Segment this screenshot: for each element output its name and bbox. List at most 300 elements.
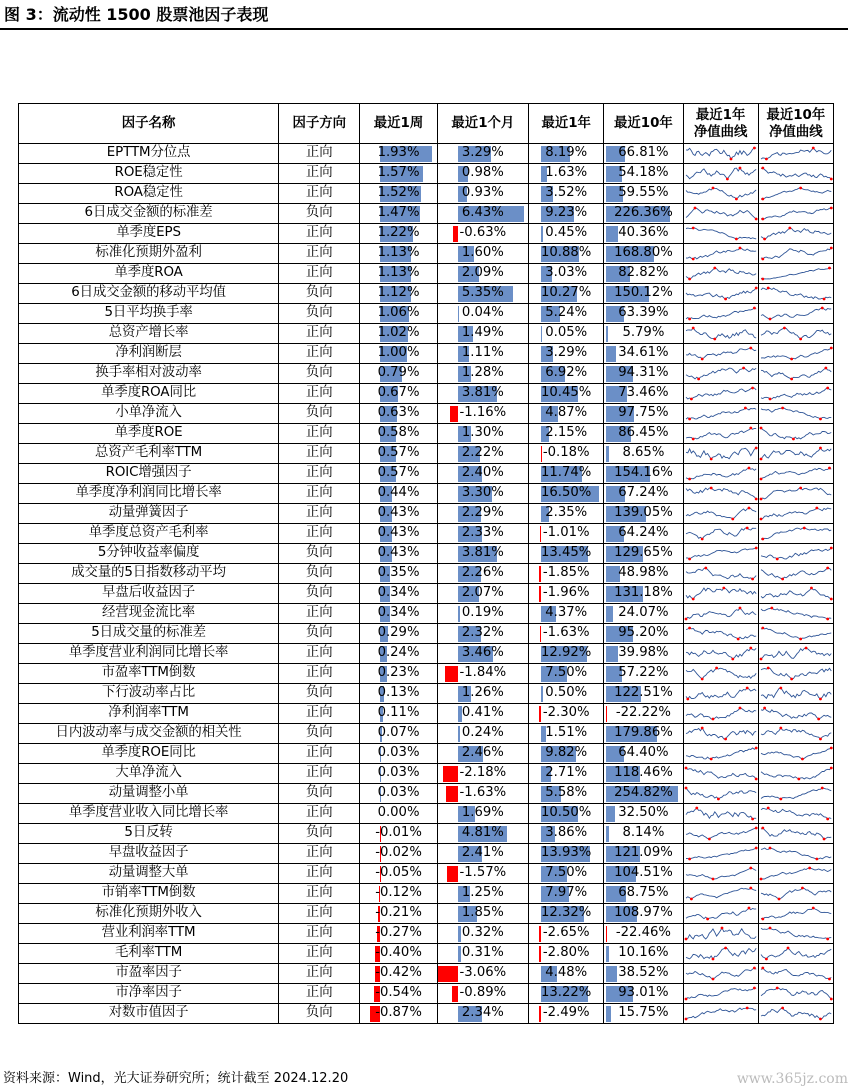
return-1m-cell <box>437 984 528 1004</box>
return-10y-value: 118.46% <box>614 765 673 781</box>
return-1w-cell <box>360 904 437 924</box>
return-1y-cell <box>529 844 604 864</box>
table-row <box>19 424 834 444</box>
return-1m-cell <box>437 544 528 564</box>
table-row <box>19 1004 834 1024</box>
return-10y-value: 15.75% <box>618 1005 669 1021</box>
nav-min-marker <box>736 638 739 641</box>
return-10y-value: 59.55% <box>618 185 669 201</box>
return-1y-value: 6.92% <box>545 365 588 381</box>
factor-name: 单季度总资产毛利率 <box>19 524 279 544</box>
nav-max-marker <box>761 167 764 170</box>
return-1m-value: 1.25% <box>461 885 504 901</box>
return-1y-value: 7.50% <box>545 665 588 681</box>
nav-curve-1y <box>683 244 758 264</box>
nav-line <box>761 408 831 419</box>
return-1m-value: 3.29% <box>461 145 504 161</box>
nav-curve-10y <box>758 204 833 224</box>
return-1y-value: 7.50% <box>545 865 588 881</box>
nav-curve-1y <box>683 744 758 764</box>
nav-max-marker <box>738 707 741 710</box>
return-1m-cell <box>437 804 528 824</box>
return-1y-cell <box>529 144 604 164</box>
nav-curve-1y <box>683 864 758 884</box>
nav-curve-10y <box>758 324 833 344</box>
factor-name: 早盘后收益因子 <box>19 584 279 604</box>
return-1m-value: 1.26% <box>461 685 504 701</box>
return-1w-value: 1.22% <box>377 225 420 241</box>
return-1y-value: 4.48% <box>545 965 588 981</box>
nav-curve-1y <box>683 824 758 844</box>
return-1y-cell <box>529 624 604 644</box>
nav-line <box>686 928 756 939</box>
return-1m-cell <box>437 164 528 184</box>
factor-direction: 负向 <box>279 284 360 304</box>
return-1w-cell <box>360 304 437 324</box>
nav-curve-1y <box>683 504 758 524</box>
return-1y-cell <box>529 824 604 844</box>
return-1w-cell <box>360 564 437 584</box>
return-1y-cell <box>529 384 604 404</box>
nav-min-marker <box>735 238 738 241</box>
nav-max-marker <box>754 827 757 830</box>
return-1w-cell <box>360 944 437 964</box>
table-row <box>19 864 834 884</box>
nav-min-marker <box>697 378 700 381</box>
return-1m-cell <box>437 964 528 984</box>
return-1m-value: 2.40% <box>461 465 504 481</box>
nav-max-marker <box>803 527 806 530</box>
table-row <box>19 904 834 924</box>
nav-max-marker <box>738 167 741 170</box>
nav-max-marker <box>828 267 831 270</box>
nav-curve-1y <box>683 784 758 804</box>
nav-min-marker <box>684 938 687 941</box>
return-1w-cell <box>360 624 437 644</box>
nav-curve-1y <box>683 1004 758 1024</box>
return-1m-value: 2.22% <box>461 445 504 461</box>
return-1y-cell <box>529 484 604 504</box>
factor-name: 成交量的5日指数移动平均 <box>19 564 279 584</box>
nav-curve-1y <box>683 344 758 364</box>
nav-line <box>686 368 756 379</box>
nav-min-marker <box>688 318 691 321</box>
nav-line <box>686 428 756 439</box>
factor-direction: 正向 <box>279 944 360 964</box>
nav-max-marker <box>830 247 833 250</box>
figure-title: 图 3：流动性 1500 股票池因子表现 <box>4 5 269 24</box>
header-1y: 最近1年 <box>529 104 604 144</box>
return-10y-cell <box>604 724 683 744</box>
nav-curve-10y <box>758 224 833 244</box>
nav-curve-1y <box>683 264 758 284</box>
header-10y: 最近10年 <box>604 104 683 144</box>
return-1y-value: -0.18% <box>542 445 590 461</box>
return-1w-cell <box>360 504 437 524</box>
nav-min-marker <box>761 258 764 261</box>
nav-curve-1y <box>683 624 758 644</box>
return-1y-value: -1.85% <box>542 565 590 581</box>
nav-max-marker <box>815 507 818 510</box>
return-1m-cell <box>437 704 528 724</box>
nav-curve-10y <box>758 544 833 564</box>
return-10y-value: 68.75% <box>618 885 669 901</box>
nav-max-marker <box>691 327 694 330</box>
return-10y-cell <box>604 544 683 564</box>
nav-curve-10y <box>758 764 833 784</box>
table-row <box>19 564 834 584</box>
return-10y-value: 34.61% <box>618 345 669 361</box>
return-1y-cell <box>529 304 604 324</box>
nav-min-marker <box>761 538 764 541</box>
factor-direction: 正向 <box>279 964 360 984</box>
factor-name: 单季度净利润同比增长率 <box>19 484 279 504</box>
return-1y-value: -2.65% <box>542 925 590 941</box>
nav-min-marker <box>790 378 793 381</box>
nav-curve-1y <box>683 524 758 544</box>
nav-min-marker <box>711 878 714 881</box>
table-row <box>19 704 834 724</box>
nav-curve-10y <box>758 904 833 924</box>
return-1y-value: 3.52% <box>545 185 588 201</box>
nav-min-marker <box>779 798 782 801</box>
nav-max-marker <box>738 247 741 250</box>
nav-max-marker <box>761 967 764 970</box>
return-1y-cell <box>529 764 604 784</box>
nav-line <box>686 628 756 639</box>
factor-direction: 负向 <box>279 304 360 324</box>
return-1m-value: 3.46% <box>461 645 504 661</box>
return-1w-value: 1.00% <box>377 345 420 361</box>
return-1w-cell <box>360 524 437 544</box>
nav-max-marker <box>812 147 815 150</box>
return-1m-cell <box>437 724 528 744</box>
return-1w-cell <box>360 644 437 664</box>
nav-curve-1y <box>683 664 758 684</box>
nav-min-marker <box>761 218 764 221</box>
factor-name: 总资产增长率 <box>19 324 279 344</box>
nav-curve-1y <box>683 704 758 724</box>
return-1w-cell <box>360 484 437 504</box>
table-row <box>19 384 834 404</box>
return-1m-cell <box>437 664 528 684</box>
return-1m-cell <box>437 604 528 624</box>
nav-line <box>686 548 756 559</box>
return-1m-cell <box>437 944 528 964</box>
nav-min-marker <box>765 958 768 961</box>
return-10y-cell <box>604 884 683 904</box>
nav-curve-1y <box>683 584 758 604</box>
return-10y-value: 122.51% <box>614 685 673 701</box>
nav-line <box>761 648 831 659</box>
nav-min-marker <box>777 898 780 901</box>
nav-max-marker <box>738 607 741 610</box>
return-1m-cell <box>437 324 528 344</box>
source-footer: 资料来源：Wind，光大证券研究所；统计截至 2024.12.20 <box>3 1071 349 1086</box>
table-row <box>19 264 834 284</box>
return-10y-cell <box>604 784 683 804</box>
nav-max-marker <box>770 607 773 610</box>
table-row <box>19 304 834 324</box>
nav-curve-1y <box>683 804 758 824</box>
return-1w-cell <box>360 264 437 284</box>
nav-min-marker <box>819 738 822 741</box>
nav-curve-1y <box>683 184 758 204</box>
nav-curve-10y <box>758 164 833 184</box>
nav-curve-10y <box>758 444 833 464</box>
nav-line <box>761 268 831 279</box>
nav-curve-10y <box>758 684 833 704</box>
nav-curve-1y <box>683 304 758 324</box>
return-1m-value: -0.89% <box>459 985 507 1001</box>
return-1m-value: 4.81% <box>461 825 504 841</box>
return-1w-value: 1.52% <box>377 185 420 201</box>
return-1w-cell <box>360 164 437 184</box>
return-10y-cell <box>604 144 683 164</box>
return-1y-value: 10.88% <box>541 245 592 261</box>
nav-min-marker <box>790 358 793 361</box>
nav-max-marker <box>749 887 752 890</box>
nav-line <box>686 408 756 419</box>
factor-name: 早盘收益因子 <box>19 844 279 864</box>
factor-direction: 正向 <box>279 524 360 544</box>
return-1m-value: 3.81% <box>461 545 504 561</box>
return-1m-value: 2.32% <box>461 625 504 641</box>
return-10y-cell <box>604 304 683 324</box>
factor-name: 市净率因子 <box>19 984 279 1004</box>
nav-min-marker <box>754 778 757 781</box>
nav-curve-10y <box>758 824 833 844</box>
return-10y-value: 40.36% <box>618 225 669 241</box>
nav-min-marker <box>731 518 734 521</box>
return-1y-cell <box>529 804 604 824</box>
return-1y-cell <box>529 964 604 984</box>
nav-curve-10y <box>758 804 833 824</box>
return-10y-cell <box>604 664 683 684</box>
factor-name: 单季度ROA <box>19 264 279 284</box>
return-1m-value: 0.31% <box>461 945 504 961</box>
factor-direction: 负向 <box>279 584 360 604</box>
nav-line <box>686 668 756 679</box>
nav-curve-1y <box>683 944 758 964</box>
return-1y-cell <box>529 524 604 544</box>
nav-max-marker <box>779 687 782 690</box>
return-1w-value: 0.34% <box>377 605 420 621</box>
return-10y-value: 129.65% <box>614 545 673 561</box>
nav-line <box>686 488 756 499</box>
return-10y-value: 39.98% <box>618 645 669 661</box>
return-10y-cell <box>604 864 683 884</box>
nav-min-marker <box>830 598 833 601</box>
return-1w-cell <box>360 464 437 484</box>
nav-max-marker <box>744 407 747 410</box>
return-1y-value: 4.37% <box>545 605 588 621</box>
return-1m-cell <box>437 844 528 864</box>
nav-max-marker <box>711 187 714 190</box>
nav-curve-10y <box>758 744 833 764</box>
nav-curve-1y <box>683 324 758 344</box>
return-1m-value: -2.18% <box>459 765 507 781</box>
return-1y-value: 2.15% <box>545 425 588 441</box>
table-row <box>19 984 834 1004</box>
nav-min-marker <box>686 698 689 701</box>
factor-name: 营业利润率TTM <box>19 924 279 944</box>
header-direction: 因子方向 <box>279 104 360 144</box>
table-row <box>19 824 834 844</box>
header-1y-nav-line2: 净值曲线 <box>693 124 748 140</box>
header-row <box>19 104 834 144</box>
nav-min-marker <box>691 598 694 601</box>
return-10y-cell <box>604 284 683 304</box>
nav-curve-10y <box>758 584 833 604</box>
factor-name: 单季度ROE <box>19 424 279 444</box>
return-10y-cell <box>604 584 683 604</box>
nav-curve-10y <box>758 984 833 1004</box>
factor-name: 单季度营业利润同比增长率 <box>19 644 279 664</box>
nav-curve-10y <box>758 924 833 944</box>
factor-direction: 正向 <box>279 604 360 624</box>
return-1m-cell <box>437 744 528 764</box>
nav-min-marker <box>815 858 818 861</box>
nav-line <box>761 948 831 959</box>
nav-max-marker <box>781 1007 784 1010</box>
nav-curve-1y <box>683 484 758 504</box>
nav-min-marker <box>819 1018 822 1021</box>
table-row <box>19 624 834 644</box>
nav-curve-10y <box>758 864 833 884</box>
nav-max-marker <box>821 787 824 790</box>
nav-max-marker <box>821 307 824 310</box>
table-row <box>19 964 834 984</box>
return-1y-cell <box>529 564 604 584</box>
nav-min-marker <box>830 998 833 1001</box>
nav-max-marker <box>801 887 804 890</box>
factor-direction: 正向 <box>279 744 360 764</box>
nav-curve-10y <box>758 704 833 724</box>
nav-curve-1y <box>683 404 758 424</box>
nav-max-marker <box>749 867 752 870</box>
nav-curve-10y <box>758 424 833 444</box>
return-10y-value: -22.22% <box>615 705 671 721</box>
return-1m-cell <box>437 304 528 324</box>
factor-name: 对数市值因子 <box>19 1004 279 1024</box>
nav-max-marker <box>761 627 764 630</box>
return-1m-cell <box>437 444 528 464</box>
return-1y-value: 3.29% <box>545 345 588 361</box>
nav-line <box>761 308 831 319</box>
return-10y-value: 32.50% <box>618 805 669 821</box>
nav-curve-1y <box>683 644 758 664</box>
factor-direction: 正向 <box>279 444 360 464</box>
return-1m-value: 1.60% <box>461 245 504 261</box>
return-1w-cell <box>360 724 437 744</box>
return-10y-value: 93.01% <box>618 985 669 1001</box>
return-1w-cell <box>360 804 437 824</box>
nav-min-marker <box>751 578 754 581</box>
return-1w-value: -0.87% <box>375 1005 422 1021</box>
return-10y-cell <box>604 484 683 504</box>
return-1y-cell <box>529 284 604 304</box>
return-10y-cell <box>604 564 683 584</box>
return-1w-cell <box>360 884 437 904</box>
return-1y-value: 1.63% <box>545 165 588 181</box>
factor-name: ROIC增强因子 <box>19 464 279 484</box>
factor-direction: 正向 <box>279 864 360 884</box>
return-1w-value: -0.02% <box>375 845 422 861</box>
nav-max-marker <box>695 807 698 810</box>
return-10y-value: 48.98% <box>618 565 669 581</box>
return-1w-cell <box>360 364 437 384</box>
return-10y-cell <box>604 364 683 384</box>
nav-min-marker <box>713 338 716 341</box>
return-1y-cell <box>529 404 604 424</box>
nav-line <box>686 868 756 879</box>
nav-min-marker <box>792 438 795 441</box>
return-1m-cell <box>437 924 528 944</box>
return-1y-value: 16.50% <box>541 485 592 501</box>
nav-max-marker <box>768 847 771 850</box>
return-1w-value: 0.58% <box>377 425 420 441</box>
nav-line <box>761 288 831 299</box>
nav-min-marker <box>731 658 734 661</box>
return-10y-cell <box>604 204 683 224</box>
nav-curve-1y <box>683 724 758 744</box>
nav-curve-10y <box>758 724 833 744</box>
factor-name: 毛利率TTM <box>19 944 279 964</box>
nav-line <box>686 228 756 239</box>
table-row <box>19 184 834 204</box>
factor-name: 市盈率TTM倒数 <box>19 664 279 684</box>
table-row <box>19 284 834 304</box>
nav-min-marker <box>684 1018 687 1021</box>
nav-line <box>686 988 756 999</box>
factor-name: 5日成交量的标准差 <box>19 624 279 644</box>
return-1w-value: 0.23% <box>377 665 420 681</box>
return-1w-value: 1.13% <box>377 265 420 281</box>
return-1y-value: -1.01% <box>542 525 590 541</box>
nav-line <box>761 468 831 479</box>
return-1y-value: 11.74% <box>541 465 592 481</box>
return-10y-value: 94.31% <box>618 365 669 381</box>
return-1m-cell <box>437 864 528 884</box>
return-1w-value: 1.06% <box>377 305 420 321</box>
table-row <box>19 884 834 904</box>
table-row <box>19 244 834 264</box>
return-1w-cell <box>360 784 437 804</box>
nav-line <box>761 928 831 939</box>
return-1y-value: 9.23% <box>545 205 588 221</box>
return-1y-value: 2.35% <box>545 505 588 521</box>
return-1y-value: 7.97% <box>545 885 588 901</box>
return-1m-value: 6.43% <box>461 205 504 221</box>
nav-max-marker <box>747 907 750 910</box>
nav-min-marker <box>759 458 762 461</box>
nav-curve-10y <box>758 564 833 584</box>
nav-line <box>686 148 756 159</box>
nav-min-marker <box>700 358 703 361</box>
nav-curve-1y <box>683 604 758 624</box>
return-1w-cell <box>360 744 437 764</box>
factor-name: 单季度营业收入同比增长率 <box>19 804 279 824</box>
table-row <box>19 664 834 684</box>
factor-name: 净利润率TTM <box>19 704 279 724</box>
return-1y-value: 0.50% <box>545 685 588 701</box>
nav-line <box>686 388 756 399</box>
return-1m-cell <box>437 564 528 584</box>
nav-max-marker <box>753 147 756 150</box>
nav-max-marker <box>747 507 750 510</box>
nav-max-marker <box>783 327 786 330</box>
